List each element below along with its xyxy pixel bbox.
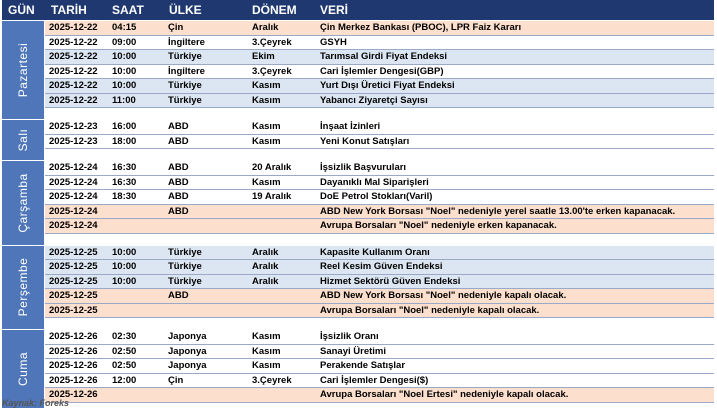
cell-data: İnşaat İzinleri	[320, 121, 381, 132]
table-row	[45, 176, 714, 191]
cell-time: 11:00	[112, 94, 136, 106]
table-row	[45, 65, 714, 80]
cell-data: Perakende Satışlar	[320, 360, 406, 371]
cell-time: 10:00	[112, 275, 137, 287]
cell-date: 2025-12-22	[49, 36, 98, 48]
cell-period: 3.Çeyrek	[252, 36, 292, 48]
cell-period: 3.Çeyrek	[252, 374, 292, 386]
cell-period: Aralık	[252, 22, 279, 33]
day-label-text: Çarşamba	[16, 173, 30, 233]
cell-date: 2025-12-24	[49, 220, 98, 231]
cell-period: Kasım	[252, 121, 281, 132]
cell-time: 18:00	[112, 135, 137, 147]
cell-country: ABD	[168, 135, 189, 147]
day-label	[2, 161, 45, 245]
cell-date: 2025-12-25	[49, 246, 98, 258]
cell-country: Japonya	[168, 345, 207, 357]
cell-country: ABD	[168, 121, 189, 132]
day-spacer	[45, 234, 714, 245]
table-row	[45, 135, 714, 150]
day-group	[2, 119, 714, 160]
cell-data: DoE Petrol Stokları(Varil)	[320, 191, 433, 202]
table-row	[45, 94, 714, 109]
cell-time: 02:50	[112, 345, 137, 357]
table-row	[45, 260, 714, 275]
cell-time: 16:30	[112, 176, 137, 188]
cell-country: Türkiye	[168, 51, 202, 62]
day-group	[2, 160, 714, 245]
day-label-text: Cuma	[16, 351, 30, 386]
economic-calendar	[2, 0, 714, 408]
cell-date: 2025-12-22	[49, 51, 98, 62]
cell-data: Yeni Konut Satışları	[320, 135, 410, 147]
header-time: SAAT	[112, 3, 144, 17]
table-row	[45, 374, 714, 389]
cell-date: 2025-12-24	[49, 176, 98, 188]
header-period: DÖNEM	[252, 3, 297, 17]
cell-country: ABD	[168, 176, 189, 188]
cell-time: 09:00	[112, 36, 137, 48]
header-country: ÜLKE	[169, 3, 202, 17]
cell-data: Dayanıklı Mal Siparişleri	[320, 176, 429, 188]
table-row	[45, 205, 714, 220]
cell-data: ABD New York Borsası "Noel" nedeniyle yerel saatle 13.00'te erken kapanacak.	[320, 205, 676, 217]
table-row	[45, 388, 714, 403]
cell-data: İşsizlik Başvuruları	[320, 162, 407, 173]
cell-period: 20 Aralık	[252, 162, 292, 173]
cell-time: 04:15	[112, 22, 137, 33]
cell-period: 3.Çeyrek	[252, 65, 292, 77]
cell-date: 2025-12-24	[49, 162, 98, 173]
day-spacer	[45, 149, 714, 160]
table-row	[45, 21, 714, 36]
cell-country: Çin	[168, 374, 184, 386]
cell-period: Kasım	[252, 331, 281, 342]
cell-date: 2025-12-22	[49, 65, 98, 77]
cell-country: ABD	[168, 162, 189, 173]
cell-period: Kasım	[252, 80, 281, 91]
cell-country: Türkiye	[168, 80, 202, 91]
cell-country: Çin	[168, 22, 184, 33]
cell-date: 2025-12-25	[49, 275, 98, 287]
day-label	[2, 330, 45, 408]
day-group	[2, 329, 714, 408]
source-note: Kaynak: Foreks	[2, 398, 70, 408]
cell-data: Reel Kesim Güven Endeksi	[320, 261, 443, 272]
cell-time: 10:00	[112, 51, 137, 62]
day-label	[2, 120, 45, 160]
day-label-text: Salı	[16, 128, 30, 152]
day-spacer	[45, 108, 714, 119]
cell-time: 02:30	[112, 331, 137, 342]
cell-date: 2025-12-26	[49, 374, 98, 386]
cell-country: Türkiye	[168, 246, 202, 258]
table-row	[45, 120, 714, 135]
cell-date: 2025-12-26	[49, 345, 98, 357]
cell-country: İngiltere	[168, 65, 205, 77]
table-row	[45, 50, 714, 65]
calendar-body	[2, 20, 714, 408]
cell-data: ABD New York Borsası "Noel" nedeniyle kapalı olacak.	[320, 290, 567, 301]
cell-data: Hizmet Sektörü Güven Endeksi	[320, 275, 461, 287]
table-row	[45, 345, 714, 360]
cell-time: 12:00	[112, 374, 137, 386]
cell-country: ABD	[168, 191, 189, 202]
cell-time: 10:00	[112, 246, 137, 258]
cell-data: GSYH	[320, 36, 347, 48]
cell-date: 2025-12-22	[49, 22, 98, 33]
table-row	[45, 79, 714, 94]
table-row	[45, 219, 714, 234]
cell-time: 10:00	[112, 65, 137, 77]
cell-data: Tarımsal Girdi Fiyat Endeksi	[320, 51, 448, 62]
table-row	[45, 246, 714, 261]
cell-data: Yurt Dışı Üretici Fiyat Endeksi	[320, 80, 455, 91]
cell-date: 2025-12-25	[49, 304, 98, 316]
cell-data: İşsizlik Oranı	[320, 331, 379, 342]
cell-date: 2025-12-24	[49, 205, 98, 217]
cell-data: Sanayi Üretimi	[320, 345, 386, 357]
table-row	[45, 304, 714, 319]
cell-date: 2025-12-23	[49, 135, 98, 147]
cell-period: Ekim	[252, 51, 275, 62]
cell-data: Yabancı Ziyaretçi Sayısı	[320, 94, 428, 106]
table-row	[45, 190, 714, 205]
cell-country: ABD	[168, 205, 189, 217]
cell-country: Türkiye	[168, 275, 202, 287]
cell-data: Cari İşlemler Dengesi($)	[320, 374, 429, 386]
cell-date: 2025-12-26	[49, 389, 98, 400]
table-row	[45, 275, 714, 290]
cell-time: 16:00	[112, 121, 137, 132]
cell-period: Kasım	[252, 135, 281, 147]
header-date: TARİH	[51, 3, 87, 17]
cell-period: Kasım	[252, 176, 281, 188]
cell-country: Japonya	[168, 360, 207, 371]
cell-date: 2025-12-22	[49, 80, 98, 91]
cell-data: Avrupa Borsaları "Noel Ertesi" nedeniyle kapalı olacak.	[320, 389, 569, 400]
cell-period: 19 Aralık	[252, 191, 292, 202]
cell-date: 2025-12-26	[49, 360, 98, 371]
cell-data: Çin Merkez Bankası (PBOC), LPR Faiz Kararı	[320, 22, 522, 33]
cell-period: Kasım	[252, 94, 281, 106]
cell-country: ABD	[168, 290, 189, 301]
day-group	[2, 20, 714, 119]
table-row	[45, 161, 714, 176]
cell-time: 02:50	[112, 360, 137, 371]
day-spacer	[45, 318, 714, 329]
cell-country: Japonya	[168, 331, 207, 342]
cell-data: Avrupa Borsaları "Noel" nedeniyle erken kapanacak.	[320, 220, 557, 231]
cell-data: Kapasite Kullanım Oranı	[320, 246, 430, 258]
cell-time: 18:30	[112, 191, 137, 202]
day-group	[2, 245, 714, 330]
cell-date: 2025-12-25	[49, 261, 98, 272]
calendar-header	[2, 0, 714, 20]
day-label-text: Pazartesi	[16, 42, 30, 98]
cell-period: Aralık	[252, 261, 279, 272]
cell-date: 2025-12-26	[49, 331, 98, 342]
cell-date: 2025-12-22	[49, 94, 98, 106]
cell-time: 10:00	[112, 80, 137, 91]
table-row	[45, 289, 714, 304]
header-day: GÜN	[8, 3, 35, 17]
day-label	[2, 246, 45, 330]
day-spacer	[45, 403, 714, 408]
cell-date: 2025-12-25	[49, 290, 98, 301]
table-row	[45, 330, 714, 345]
table-row	[45, 359, 714, 374]
cell-country: Türkiye	[168, 94, 202, 106]
cell-period: Aralık	[252, 246, 279, 258]
cell-data: Cari İşlemler Dengesi(GBP)	[320, 65, 444, 77]
header-data: VERİ	[320, 3, 349, 17]
cell-time: 10:00	[112, 261, 137, 272]
day-label	[2, 21, 45, 119]
table-row	[45, 36, 714, 51]
cell-country: Türkiye	[168, 261, 202, 272]
cell-data: Avrupa Borsaları "Noel" nedeniyle kapalı olacak.	[320, 304, 540, 316]
cell-date: 2025-12-23	[49, 121, 98, 132]
cell-country: İngiltere	[168, 36, 205, 48]
cell-period: Aralık	[252, 275, 279, 287]
cell-period: Kasım	[252, 345, 281, 357]
cell-time: 16:30	[112, 162, 137, 173]
cell-date: 2025-12-24	[49, 191, 98, 202]
day-label-text: Perşembe	[16, 257, 30, 317]
cell-period: Kasım	[252, 360, 281, 371]
